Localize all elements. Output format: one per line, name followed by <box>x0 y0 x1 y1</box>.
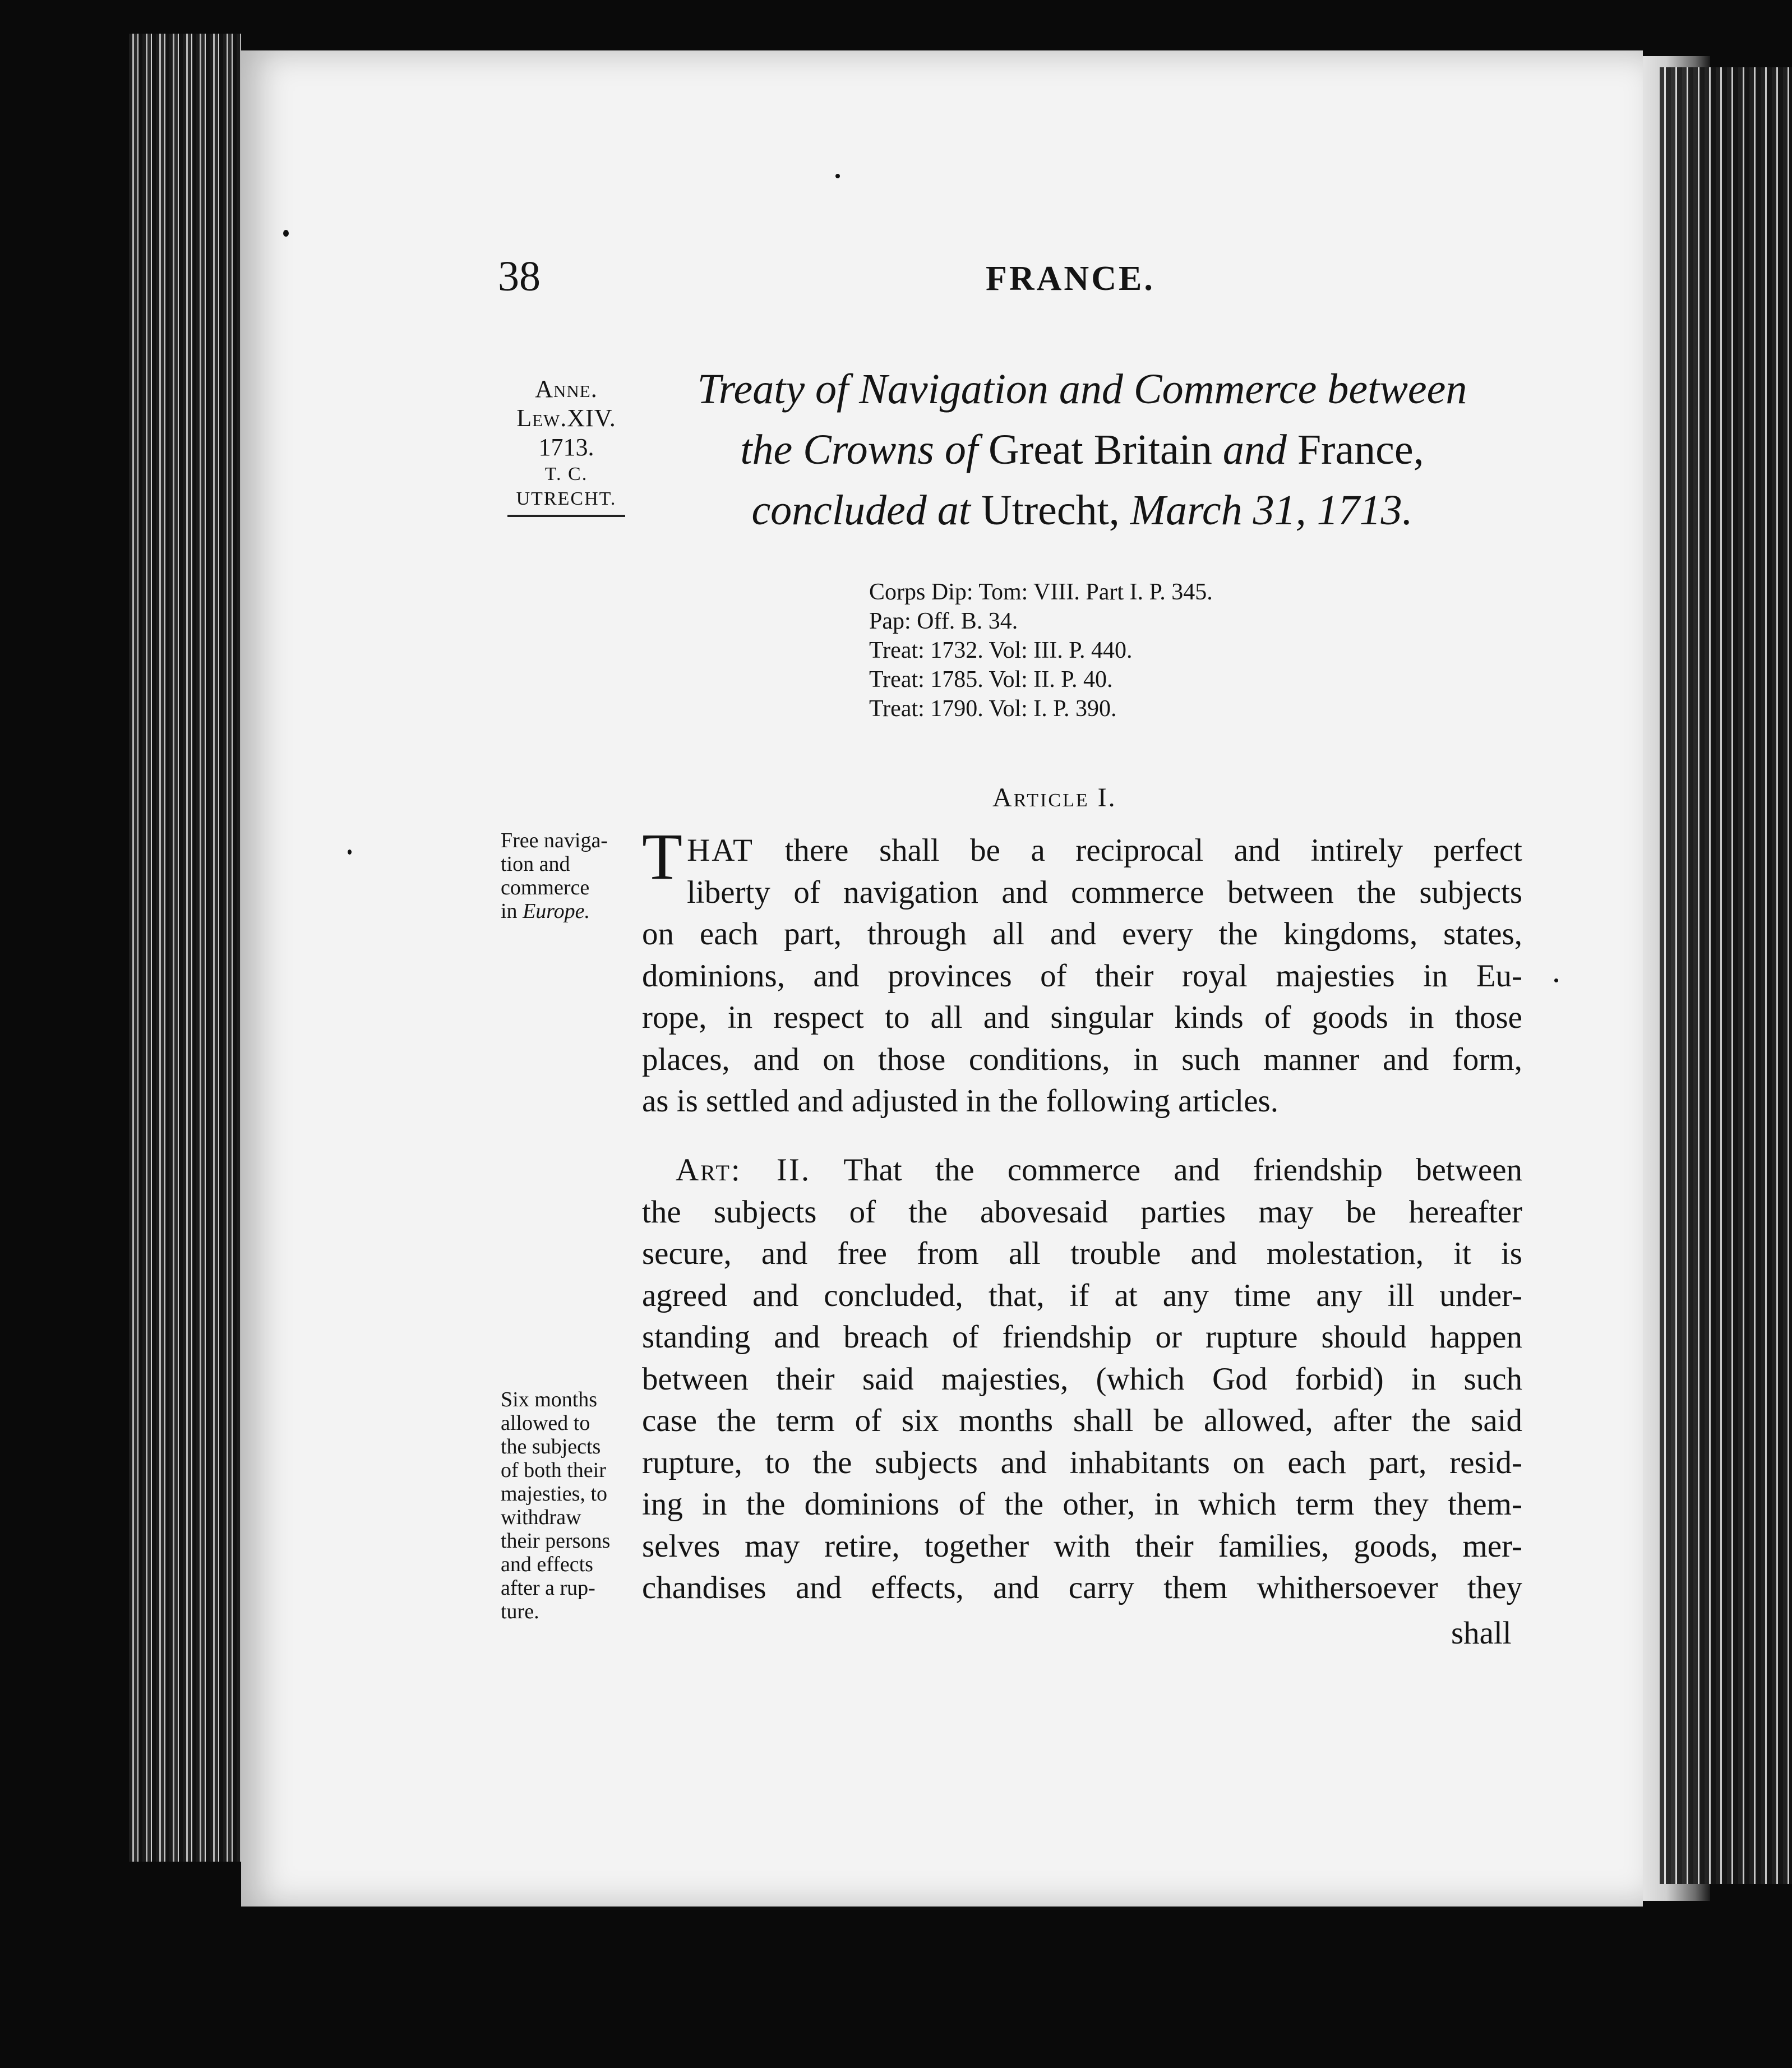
body-line: chandises and effects, and carry them whithersoever they <box>642 1570 1522 1605</box>
side-head-line: T. C. <box>544 464 588 484</box>
catchword: shall <box>1451 1615 1512 1651</box>
body-line: between their said majesties, (which God forbid) in such <box>642 1361 1522 1397</box>
title-text: Great Britain <box>989 426 1212 473</box>
title-text: concluded at <box>751 487 981 534</box>
body-line: standing and breach of friendship or rupture should happen <box>642 1319 1522 1355</box>
dust-speck <box>283 230 289 237</box>
body-line: rupture, to the subjects and inhabitants on each part, resid- <box>642 1444 1522 1480</box>
article-2-paragraph <box>642 1150 1522 1609</box>
reference-line: Treat: 1785. Vol: II. P. 40. <box>869 667 1113 693</box>
note-line: allowed to <box>501 1411 590 1435</box>
note-line: their persons <box>501 1529 611 1553</box>
title-line <box>642 419 1522 480</box>
body-line <box>642 830 1522 872</box>
note-text: in <box>501 899 523 923</box>
note-line: majesties, to <box>501 1482 607 1506</box>
title-text: March 31, 1713. <box>1119 487 1413 534</box>
body-line: secure, and free from all trouble and molestation, it is <box>642 1236 1522 1271</box>
reference-line: Pap: Off. B. 34. <box>869 608 1018 634</box>
title-line: Treaty of Navigation and Commerce between <box>697 366 1467 413</box>
note-line <box>501 899 635 923</box>
drop-cap: T <box>642 820 683 893</box>
body-line: on each part, through all and every the kingdoms, states, <box>642 916 1522 952</box>
title-text: and <box>1212 426 1297 473</box>
article-lead: Art: II. <box>676 1152 811 1188</box>
note-line: commerce <box>501 876 590 899</box>
body-text: there shall be a reciprocal and intirely perfect <box>754 833 1522 868</box>
dust-speck <box>1554 978 1558 982</box>
dust-speck <box>348 850 352 855</box>
body-line: selves may retire, together with their families, goods, mer- <box>642 1528 1522 1564</box>
page-edge-far <box>1660 67 1792 1884</box>
book-spine <box>129 34 241 1862</box>
note-text: Europe. <box>523 899 590 923</box>
body-line: the subjects of the abovesaid parties may be hereafter <box>642 1194 1522 1230</box>
note-line: tion and <box>501 852 570 876</box>
note-line: ture. <box>501 1600 539 1623</box>
side-head-line: UTRECHT. <box>516 488 617 509</box>
note-line: the subjects <box>501 1435 601 1458</box>
side-head-rule <box>507 515 625 517</box>
article-heading: Article I. <box>992 783 1117 813</box>
reference-line: Treat: 1790. Vol: I. P. 390. <box>869 696 1117 722</box>
note-line: withdraw <box>501 1506 581 1529</box>
body-line: ing in the dominions of the other, in which term they them- <box>642 1487 1522 1522</box>
reference-line: Treat: 1732. Vol: III. P. 440. <box>869 638 1133 663</box>
body-line: agreed and concluded, that, if at any time any ill under- <box>642 1277 1522 1313</box>
margin-note <box>501 829 635 923</box>
body-line: rope, in respect to all and singular kinds of goods in those <box>642 1000 1522 1035</box>
note-line: of both their <box>501 1458 606 1482</box>
title-text: the Crowns of <box>740 426 989 473</box>
running-head: FRANCE. <box>986 260 1155 298</box>
body-line: as is settled and adjusted in the following articles. <box>642 1083 1278 1119</box>
article-1-paragraph <box>642 820 1522 1123</box>
dust-speck <box>835 174 840 178</box>
note-line: Free naviga- <box>501 829 608 852</box>
body-line: case the term of six months shall be allowed, after the said <box>642 1403 1522 1438</box>
body-line: liberty of navigation and commerce between the subjects <box>687 874 1522 910</box>
note-line: and effects <box>501 1553 593 1576</box>
title-text: Utrecht, <box>981 487 1120 534</box>
title-line <box>642 480 1522 541</box>
side-head-line: 1713. <box>538 433 594 461</box>
margin-note <box>501 1388 635 1623</box>
body-line: places, and on those conditions, in such manner and form, <box>642 1041 1522 1077</box>
body-line: dominions, and provinces of their royal majesties in Eu- <box>642 958 1522 994</box>
folio-number: 38 <box>498 253 541 300</box>
treaty-title <box>642 359 1522 541</box>
side-head <box>499 375 634 517</box>
note-line: Six months <box>501 1388 598 1411</box>
title-text: France, <box>1297 426 1424 473</box>
note-line: after a rup- <box>501 1576 595 1600</box>
side-head-line: Lew.XIV. <box>516 404 616 432</box>
body-text: That the commerce and friendship between <box>811 1152 1522 1188</box>
body-text: HAT <box>687 833 754 868</box>
reference-line: Corps Dip: Tom: VIII. Part I. P. 345. <box>869 579 1213 605</box>
references <box>869 578 1213 723</box>
side-head-line: Anne. <box>535 375 598 403</box>
body-line <box>642 1150 1522 1192</box>
